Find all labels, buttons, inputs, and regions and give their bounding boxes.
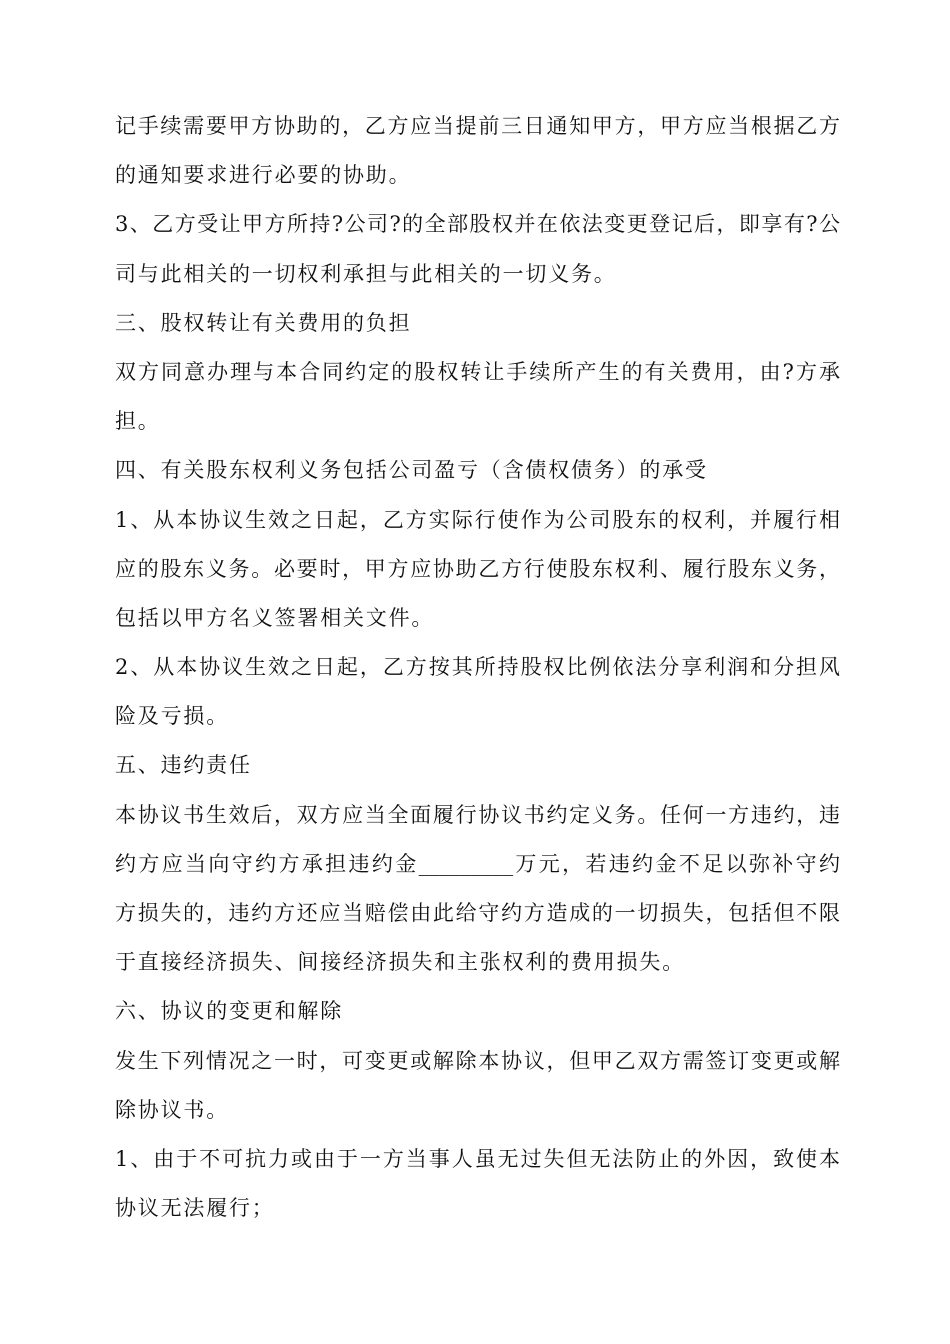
- text-line: 1、由于不可抗力或由于一方当事人虽无过失但无法防止的外因，致使本: [115, 1146, 840, 1171]
- text-line: 1、从本协议生效之日起，乙方实际行使作为公司股东的权利，并履行相: [115, 507, 840, 532]
- text-line: 的通知要求进行必要的协助。: [115, 163, 412, 188]
- section-heading: 六、协议的变更和解除: [115, 999, 343, 1024]
- text-line: 除协议书。: [115, 1097, 229, 1122]
- text-line: 方损失的，违约方还应当赔偿由此给守约方造成的一切损失，包括但不限: [115, 901, 840, 925]
- text-line: 约方应当向守约方承担违约金_________万元，若违约金不足以弥补守约: [115, 851, 840, 876]
- text-line: 应的股东义务。必要时，甲方应协助乙方行使股东权利、履行股东义务，: [115, 556, 840, 581]
- text-line: 3、乙方受让甲方所持?公司?的全部股权并在依法变更登记后，即享有?公: [115, 212, 840, 237]
- text-line: 2、从本协议生效之日起，乙方按其所持股权比例依法分享利润和分担风: [115, 655, 840, 680]
- text-line: 发生下列情况之一时，可变更或解除本协议，但甲乙双方需签订变更或解: [115, 1048, 840, 1073]
- text-line: 本协议书生效后，双方应当全面履行协议书约定义务。任何一方违约，违: [115, 802, 840, 827]
- section-heading: 五、违约责任: [115, 753, 252, 778]
- text-line: 协议无法履行；: [115, 1196, 275, 1221]
- text-line: 于直接经济损失、间接经济损失和主张权利的费用损失。: [115, 950, 685, 975]
- text-line: 担。: [115, 409, 161, 434]
- text-line: 险及亏损。: [115, 704, 229, 729]
- document-body: [115, 102, 840, 1233]
- section-heading: 三、股权转让有关费用的负担: [115, 310, 412, 335]
- text-line: 包括以甲方名义签署相关文件。: [115, 605, 435, 630]
- text-line: 双方同意办理与本合同约定的股权转让手续所产生的有关费用，由?方承: [115, 359, 840, 384]
- text-line: 记手续需要甲方协助的，乙方应当提前三日通知甲方，甲方应当根据乙方: [115, 114, 840, 138]
- section-heading: 四、有关股东权利义务包括公司盈亏（含债权债务）的承受: [115, 458, 708, 483]
- text-line: 司与此相关的一切权利承担与此相关的一切义务。: [115, 261, 617, 286]
